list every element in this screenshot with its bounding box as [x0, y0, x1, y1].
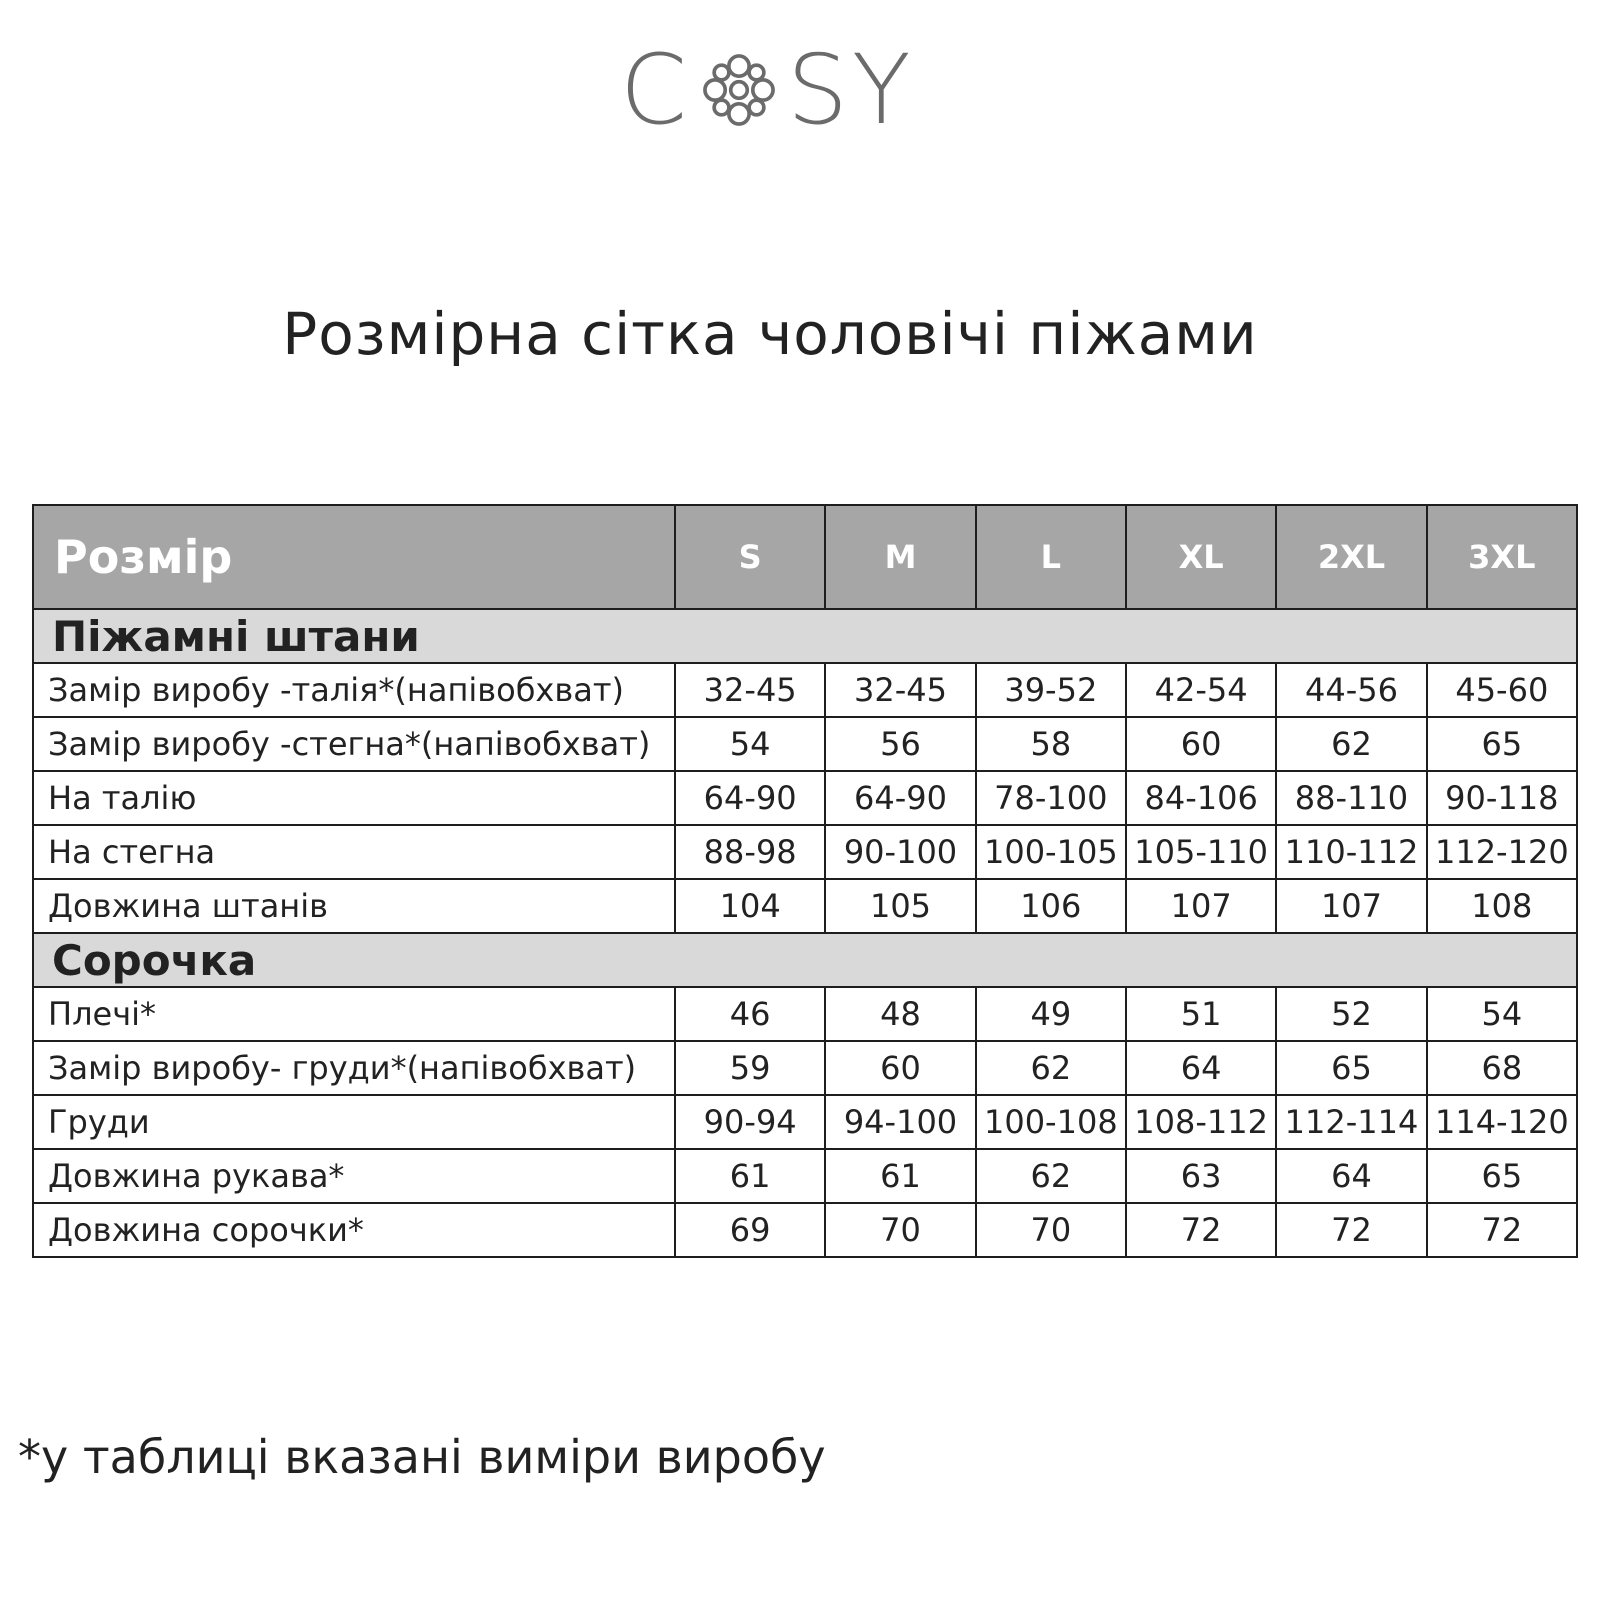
footnote: *у таблиці вказані виміри виробу — [18, 1430, 826, 1484]
table-row — [33, 1203, 1577, 1257]
table-cell: 72 — [1276, 1203, 1426, 1257]
table-cell: 65 — [1276, 1041, 1426, 1095]
table-row — [33, 1095, 1577, 1149]
table-cell: 84-106 — [1126, 771, 1276, 825]
table-row — [33, 771, 1577, 825]
cosy-logo — [620, 34, 915, 146]
table-cell: 69 — [675, 1203, 825, 1257]
table-cell: 44-56 — [1276, 663, 1426, 717]
table-cell: 106 — [976, 879, 1126, 933]
table-cell: 90-94 — [675, 1095, 825, 1149]
table-cell: 72 — [1126, 1203, 1276, 1257]
size-header-cell: 2XL — [1276, 505, 1426, 609]
table-cell: 90-100 — [825, 825, 975, 879]
section-title: Сорочка — [33, 933, 1577, 987]
page-title: Розмірна сітка чоловічі піжами — [282, 300, 1258, 368]
table-cell: 107 — [1126, 879, 1276, 933]
table-cell: 65 — [1427, 717, 1577, 771]
table-cell: 60 — [825, 1041, 975, 1095]
table-cell: 49 — [976, 987, 1126, 1041]
size-header-cell: XL — [1126, 505, 1276, 609]
size-header-cell: M — [825, 505, 975, 609]
table-cell: 62 — [976, 1149, 1126, 1203]
table-cell: 110-112 — [1276, 825, 1426, 879]
table-row — [33, 825, 1577, 879]
table-cell: 62 — [1276, 717, 1426, 771]
table-cell: 62 — [976, 1041, 1126, 1095]
table-cell: 105-110 — [1126, 825, 1276, 879]
table-cell: 104 — [675, 879, 825, 933]
row-label: Замір виробу- груди*(напівобхват) — [33, 1041, 675, 1095]
table-row — [33, 663, 1577, 717]
table-cell: 100-108 — [976, 1095, 1126, 1149]
table-cell: 59 — [675, 1041, 825, 1095]
table-cell: 112-114 — [1276, 1095, 1426, 1149]
table-cell: 88-98 — [675, 825, 825, 879]
section-header-row — [33, 609, 1577, 663]
size-header-cell: L — [976, 505, 1126, 609]
table-cell: 64-90 — [675, 771, 825, 825]
table-cell: 54 — [675, 717, 825, 771]
size-chart-body — [33, 609, 1577, 1257]
logo-letter-s: S — [787, 34, 852, 146]
table-cell: 65 — [1427, 1149, 1577, 1203]
table-cell: 32-45 — [675, 663, 825, 717]
size-header-cell: S — [675, 505, 825, 609]
table-cell: 56 — [825, 717, 975, 771]
row-label: Замір виробу -талія*(напівобхват) — [33, 663, 675, 717]
table-cell: 51 — [1126, 987, 1276, 1041]
row-label: Плечі* — [33, 987, 675, 1041]
table-cell: 52 — [1276, 987, 1426, 1041]
table-cell: 39-52 — [976, 663, 1126, 717]
table-cell: 64 — [1126, 1041, 1276, 1095]
table-cell: 32-45 — [825, 663, 975, 717]
table-cell: 61 — [825, 1149, 975, 1203]
table-cell: 114-120 — [1427, 1095, 1577, 1149]
row-label: На стегна — [33, 825, 675, 879]
table-cell: 112-120 — [1427, 825, 1577, 879]
table-cell: 61 — [675, 1149, 825, 1203]
table-cell: 46 — [675, 987, 825, 1041]
table-row — [33, 987, 1577, 1041]
table-cell: 90-118 — [1427, 771, 1577, 825]
table-cell: 64-90 — [825, 771, 975, 825]
table-cell: 42-54 — [1126, 663, 1276, 717]
table-cell: 72 — [1427, 1203, 1577, 1257]
table-cell: 70 — [825, 1203, 975, 1257]
table-cell: 107 — [1276, 879, 1426, 933]
table-cell: 60 — [1126, 717, 1276, 771]
table-cell: 70 — [976, 1203, 1126, 1257]
table-cell: 63 — [1126, 1149, 1276, 1203]
row-label: Груди — [33, 1095, 675, 1149]
table-cell: 54 — [1427, 987, 1577, 1041]
table-cell: 105 — [825, 879, 975, 933]
row-label: Довжина рукава* — [33, 1149, 675, 1203]
section-title: Піжамні штани — [33, 609, 1577, 663]
table-cell: 48 — [825, 987, 975, 1041]
table-row — [33, 717, 1577, 771]
size-header-cell: 3XL — [1427, 505, 1577, 609]
flower-ornament-icon — [693, 44, 785, 136]
table-cell: 108-112 — [1126, 1095, 1276, 1149]
table-cell: 64 — [1276, 1149, 1426, 1203]
row-label: Довжина штанів — [33, 879, 675, 933]
table-cell: 68 — [1427, 1041, 1577, 1095]
table-cell: 100-105 — [976, 825, 1126, 879]
size-header-row — [33, 505, 1577, 609]
logo-letter-y: Y — [851, 34, 915, 146]
table-cell: 108 — [1427, 879, 1577, 933]
size-chart-table — [32, 504, 1578, 1258]
table-row — [33, 879, 1577, 933]
table-row — [33, 1041, 1577, 1095]
row-label: На талію — [33, 771, 675, 825]
size-header-label: Розмір — [33, 505, 675, 609]
table-cell: 94-100 — [825, 1095, 975, 1149]
table-cell: 45-60 — [1427, 663, 1577, 717]
section-header-row — [33, 933, 1577, 987]
table-cell: 88-110 — [1276, 771, 1426, 825]
row-label: Замір виробу -стегна*(напівобхват) — [33, 717, 675, 771]
row-label: Довжина сорочки* — [33, 1203, 675, 1257]
table-cell: 78-100 — [976, 771, 1126, 825]
logo-letter-c: C — [620, 34, 692, 146]
table-row — [33, 1149, 1577, 1203]
table-cell: 58 — [976, 717, 1126, 771]
